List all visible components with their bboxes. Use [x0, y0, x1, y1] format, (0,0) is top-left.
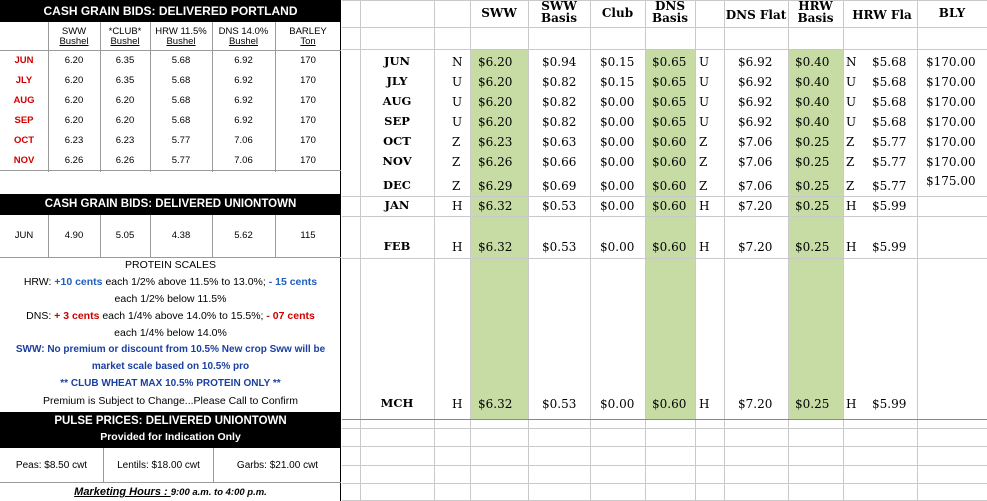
club-price: $0.15: [600, 75, 635, 89]
grid-row: [342, 200, 987, 214]
price-barley: 170: [300, 95, 316, 106]
sww-price: $6.20: [478, 115, 513, 129]
pulse-lentils: Lentils: $18.00 cwt: [117, 460, 200, 471]
price-barley: 170: [300, 75, 316, 86]
futures-grid: [342, 0, 987, 501]
dns-flat: $7.20: [738, 199, 773, 213]
hrw-basis: $0.25: [795, 155, 830, 169]
hrw-flat: $5.77: [872, 135, 907, 149]
dns-basis: $0.65: [652, 115, 687, 129]
header-dns-flat: DNS Flat: [725, 8, 787, 22]
club-price: $0.00: [600, 95, 635, 109]
price-club: 6.35: [115, 55, 135, 66]
header-dns-basis: DNS Basis: [652, 0, 688, 25]
header-sww-basis: SWW Basis: [541, 0, 577, 25]
price-dns: 5.62: [234, 230, 253, 241]
dns-flat: $6.92: [738, 115, 773, 129]
club-price: $0.00: [600, 155, 635, 169]
price-barley: 170: [300, 115, 316, 126]
row-month: NOV: [13, 155, 35, 166]
grain-bids-panel: [0, 0, 341, 501]
price-hrw: 5.68: [171, 55, 191, 66]
pulse-peas: Peas: $8.50 cwt: [15, 460, 88, 471]
price-club: 6.23: [115, 135, 135, 146]
hrw-code: U: [846, 95, 857, 109]
price-sww: 6.20: [64, 115, 84, 126]
price-hrw: 5.77: [171, 135, 191, 146]
protein-sww-line: SWW: No premium or discount from 10.5% New crop Sww will be: [15, 344, 326, 355]
hrw-flat: $5.99: [872, 240, 907, 254]
price-barley: 170: [300, 155, 316, 166]
row-month: JAN: [384, 198, 410, 212]
uniontown-title: CASH GRAIN BIDS: DELIVERED UNIONTOWN: [0, 194, 341, 215]
row-month: JUN: [14, 230, 34, 241]
price-hrw: 5.77: [171, 155, 191, 166]
club-price: $0.00: [600, 397, 635, 411]
grid-row: [342, 398, 987, 412]
dns-basis: $0.60: [652, 397, 687, 411]
price-club: 6.35: [115, 75, 135, 86]
hrw-basis: $0.25: [795, 397, 830, 411]
grid-row: [342, 56, 987, 70]
dns-code: U: [699, 55, 710, 69]
price-sww: 6.26: [64, 155, 84, 166]
sww-price: $6.32: [478, 199, 513, 213]
club-price: $0.00: [600, 179, 635, 193]
hrw-code: U: [846, 115, 857, 129]
sww-basis: $0.53: [542, 199, 577, 213]
sww-code: N: [452, 55, 463, 69]
protein-dns-line2: each 1/4% below 14.0%: [114, 327, 227, 339]
sww-code: H: [452, 240, 463, 254]
row-month: SEP: [384, 114, 410, 128]
dns-basis: $0.60: [652, 179, 687, 193]
row-month: NOV: [382, 154, 412, 168]
dns-flat: $7.06: [738, 179, 773, 193]
price-dns: 6.92: [234, 75, 253, 86]
dns-basis: $0.60: [652, 199, 687, 213]
club-price: $0.00: [600, 240, 635, 254]
bly-price: $175.00: [926, 174, 976, 188]
pulse-subtitle: Provided for Indication Only: [100, 431, 241, 443]
header-hrw-flat: HRW Fla: [852, 8, 912, 22]
sww-code: U: [452, 115, 463, 129]
sww-price: $6.29: [478, 179, 513, 193]
row-month: JLY: [15, 75, 33, 86]
sww-code: H: [452, 397, 463, 411]
row-month: JLY: [386, 74, 408, 88]
dns-code: H: [699, 240, 710, 254]
club-wheat-note: ** CLUB WHEAT MAX 10.5% PROTEIN ONLY **: [60, 378, 281, 389]
hrw-flat: $5.68: [872, 95, 907, 109]
dns-code: U: [699, 95, 710, 109]
hrw-basis: $0.40: [795, 115, 830, 129]
hrw-code: N: [846, 55, 857, 69]
sww-basis: $0.53: [542, 397, 577, 411]
hrw-basis: $0.40: [795, 95, 830, 109]
pulse-title: PULSE PRICES: DELIVERED UNIONTOWN: [54, 415, 287, 427]
grid-row: [342, 174, 987, 194]
hrw-basis: $0.25: [795, 179, 830, 193]
sww-price: $6.20: [478, 75, 513, 89]
hrw-flat: $5.77: [872, 179, 907, 193]
dns-code: Z: [699, 155, 708, 169]
hrw-flat: $5.99: [872, 397, 907, 411]
col-header-club: *CLUB* Bushel: [108, 26, 142, 47]
price-club: 6.20: [115, 115, 135, 126]
dns-code: Z: [699, 135, 708, 149]
price-hrw: 5.68: [171, 75, 191, 86]
price-dns: 6.92: [234, 55, 253, 66]
club-price: $0.00: [600, 135, 635, 149]
grid-row: [342, 241, 987, 255]
hrw-code: H: [846, 240, 857, 254]
hrw-code: Z: [846, 155, 855, 169]
pulse-garbs: Garbs: $21.00 cwt: [236, 460, 319, 471]
hrw-flat: $5.68: [872, 75, 907, 89]
sww-price: $6.23: [478, 135, 513, 149]
protein-hrw-line: HRW: +10 cents each 1/2% above 11.5% to 13.0%; - 15 cents: [23, 276, 318, 288]
dns-flat: $7.20: [738, 397, 773, 411]
price-dns: 6.92: [234, 115, 253, 126]
hrw-flat: $5.68: [872, 115, 907, 129]
dns-flat: $6.92: [738, 75, 773, 89]
portland-title: CASH GRAIN BIDS: DELIVERED PORTLAND: [0, 0, 341, 22]
price-barley: 115: [300, 230, 316, 241]
hrw-flat: $5.99: [872, 199, 907, 213]
premium-note: Premium is Subject to Change...Please Call to Confirm: [42, 395, 299, 407]
sww-code: U: [452, 75, 463, 89]
club-price: $0.00: [600, 115, 635, 129]
dns-code: Z: [699, 179, 708, 193]
dns-code: H: [699, 397, 710, 411]
price-barley: 170: [300, 135, 316, 146]
sww-price: $6.32: [478, 397, 513, 411]
sww-code: U: [452, 95, 463, 109]
row-month: FEB: [383, 239, 411, 253]
dns-basis: $0.60: [652, 155, 687, 169]
col-header-hrw: HRW 11.5% Bushel: [155, 26, 207, 47]
hrw-basis: $0.25: [795, 199, 830, 213]
hrw-code: Z: [846, 179, 855, 193]
hrw-basis: $0.25: [795, 135, 830, 149]
sww-basis: $0.82: [542, 115, 577, 129]
price-dns: 7.06: [234, 155, 253, 166]
sww-code: Z: [452, 155, 461, 169]
price-hrw: 5.68: [171, 95, 191, 106]
protein-title: PROTEIN SCALES: [124, 259, 217, 271]
grid-row: [342, 136, 987, 150]
hrw-flat: $5.77: [872, 155, 907, 169]
sww-basis: $0.94: [542, 55, 577, 69]
header-sww: SWW: [481, 6, 517, 20]
col-header-dns: DNS 14.0% Bushel: [218, 26, 269, 47]
sww-basis: $0.66: [542, 155, 577, 169]
bly-price: $170.00: [926, 115, 976, 129]
row-month: OCT: [13, 135, 35, 146]
price-sww: 6.20: [64, 75, 84, 86]
club-price: $0.00: [600, 199, 635, 213]
row-month: JUN: [384, 54, 410, 68]
hrw-code: Z: [846, 135, 855, 149]
hrw-flat: $5.68: [872, 55, 907, 69]
grid-row: [342, 76, 987, 90]
row-month: SEP: [14, 115, 34, 126]
dns-code: U: [699, 115, 710, 129]
hrw-basis: $0.40: [795, 55, 830, 69]
dns-flat: $7.20: [738, 240, 773, 254]
row-month: MCH: [380, 396, 414, 410]
header-bly: BLY: [938, 6, 966, 20]
hrw-code: H: [846, 397, 857, 411]
sww-basis: $0.53: [542, 240, 577, 254]
dns-code: U: [699, 75, 710, 89]
price-club: 6.20: [115, 95, 135, 106]
sww-basis: $0.82: [542, 75, 577, 89]
col-header-sww: SWW Bushel: [59, 26, 89, 47]
sww-price: $6.32: [478, 240, 513, 254]
protein-dns-line: DNS: + 3 cents each 1/4% above 14.0% to 15.5%; - 07 cents: [26, 310, 315, 322]
sww-price: $6.20: [478, 55, 513, 69]
hrw-code: U: [846, 75, 857, 89]
dns-flat: $7.06: [738, 135, 773, 149]
price-sww: 6.20: [64, 95, 84, 106]
sww-basis: $0.82: [542, 95, 577, 109]
row-month: AUG: [13, 95, 35, 106]
hrw-basis: $0.25: [795, 240, 830, 254]
dns-flat: $6.92: [738, 55, 773, 69]
price-sww: 6.23: [64, 135, 84, 146]
dns-basis: $0.60: [652, 240, 687, 254]
price-hrw: 5.68: [171, 115, 191, 126]
sww-code: Z: [452, 179, 461, 193]
price-dns: 6.92: [234, 95, 253, 106]
dns-basis: $0.65: [652, 55, 687, 69]
row-month: OCT: [383, 134, 411, 148]
row-month: JUN: [14, 55, 34, 66]
bly-price: $170.00: [926, 55, 976, 69]
grid-row: [342, 116, 987, 130]
dns-basis: $0.65: [652, 75, 687, 89]
price-club: 6.26: [115, 155, 135, 166]
hrw-basis: $0.40: [795, 75, 830, 89]
bly-price: $170.00: [926, 135, 976, 149]
grid-row: [342, 96, 987, 110]
dns-code: H: [699, 199, 710, 213]
protein-hrw-line2: each 1/2% below 11.5%: [114, 293, 227, 305]
dns-flat: $7.06: [738, 155, 773, 169]
sww-code: Z: [452, 135, 461, 149]
grid-row: [342, 156, 987, 170]
header-hrw-basis: HRW Basis: [797, 0, 834, 25]
bly-price: $170.00: [926, 75, 976, 89]
row-month: AUG: [382, 94, 412, 108]
protein-sww-line2: market scale based on 10.5% pro: [91, 361, 250, 372]
pulse-title-block: [0, 412, 341, 448]
price-club: 5.05: [115, 230, 135, 241]
row-month: DEC: [383, 178, 411, 192]
bly-price: $170.00: [926, 95, 976, 109]
bly-price: $170.00: [926, 155, 976, 169]
marketing-hours: Marketing Hours : 9:00 a.m. to 4:00 p.m.: [74, 486, 267, 498]
hrw-code: H: [846, 199, 857, 213]
col-header-barley: BARLEY Ton: [289, 26, 327, 47]
price-sww: 4.90: [64, 230, 84, 241]
header-club: Club: [601, 6, 634, 20]
sww-basis: $0.69: [542, 179, 577, 193]
dns-basis: $0.65: [652, 95, 687, 109]
sww-price: $6.20: [478, 95, 513, 109]
sww-basis: $0.63: [542, 135, 577, 149]
dns-flat: $6.92: [738, 95, 773, 109]
sww-code: H: [452, 199, 463, 213]
dns-basis: $0.60: [652, 135, 687, 149]
club-price: $0.15: [600, 55, 635, 69]
sww-price: $6.26: [478, 155, 513, 169]
price-barley: 170: [300, 55, 316, 66]
price-sww: 6.20: [64, 55, 84, 66]
price-hrw: 4.38: [171, 230, 191, 241]
price-dns: 7.06: [234, 135, 253, 146]
